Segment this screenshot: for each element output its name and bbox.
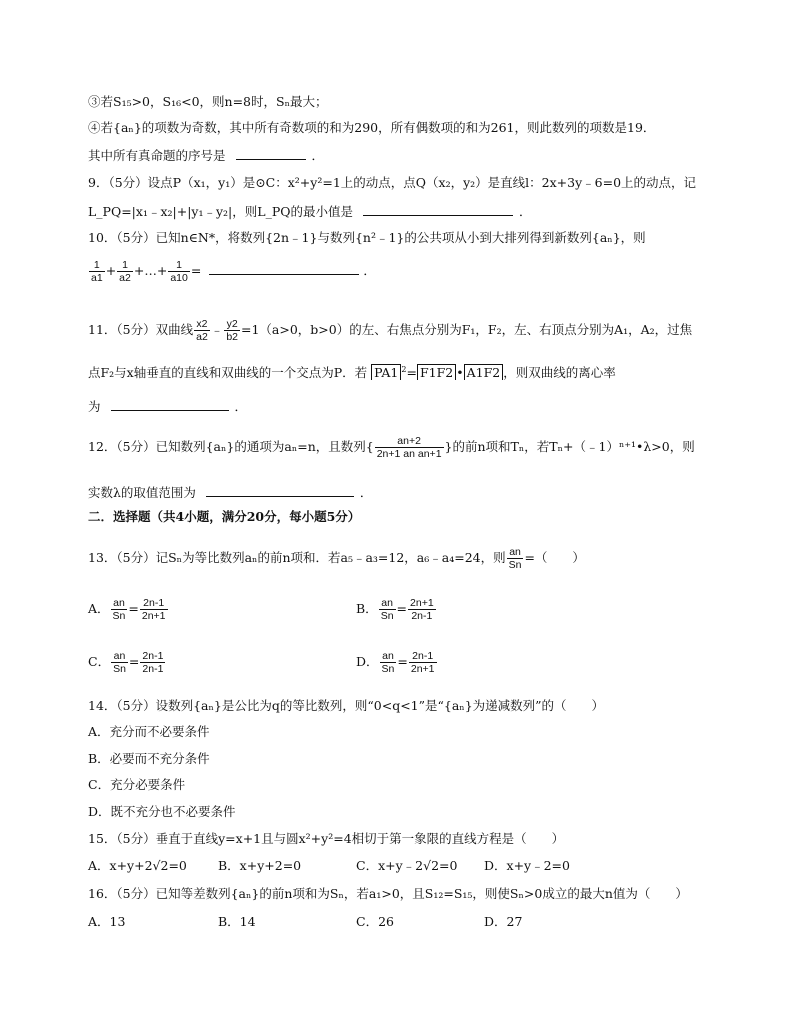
q13-option-c[interactable]: C． $\frac{an}{Sn}$ = $\frac{2n-1}{2n-1}$: [88, 650, 164, 675]
statement-4: ④若{aₙ}的项数为奇数，其中所有奇数项的和为290，所有偶数项的和为261，则此数列的项数是19．: [88, 120, 656, 135]
question-13: 13．（5分）记Sₙ为等比数列aₙ的前n项和．若a₅﹣a₃=12，a₆﹣a₄=24，则 $\frac{an}{Sn}$ =（ ）: [88, 546, 585, 571]
fraction: $\frac{an+2}{\text{2n+1 an an+1}}$: [376, 435, 442, 460]
vector-PA1: PA1: [371, 364, 401, 380]
q15-option-a[interactable]: A．x+y+2√2=0: [88, 858, 187, 873]
question-14: 14．（5分）设数列{aₙ}是公比为q的等比数列，则“0<q<1”是“{aₙ}为递减数列”的（ ）: [88, 698, 605, 713]
section-heading: 二．选择题（共4小题，满分20分，每小题5分）: [88, 509, 361, 524]
answer-blank[interactable]: [363, 203, 513, 216]
fraction: $\frac{1}{a2}$: [119, 259, 131, 284]
question-15: 15．（5分）垂直于直线y=x+1且与圆x²+y²=4相切于第一象限的直线方程是（ ）: [88, 831, 565, 846]
answer-blank[interactable]: [209, 262, 359, 275]
fraction: $\frac{an}{Sn}$: [508, 546, 522, 571]
question-12-line1: 12．（5分）已知数列{aₙ}的通项为aₙ=n，且数列{ $\frac{an+2}{\text{2n+1 an an+1}}$ }的前n项和Tₙ，若Tₙ+（﹣1）ⁿ⁺¹•λ>0，则: [88, 435, 695, 460]
question-12-line2: 实数λ的取值范围为 ．: [88, 485, 373, 500]
answer-blank[interactable]: [206, 484, 354, 497]
vector-F1F2: F1F2: [417, 364, 456, 380]
q16-option-c[interactable]: C．26: [356, 914, 394, 929]
q14-option-a[interactable]: A．充分而不必要条件: [88, 724, 210, 739]
q16-option-b[interactable]: B．14: [218, 914, 256, 929]
q13-option-a[interactable]: A． $\frac{an}{Sn}$ = $\frac{2n-1}{2n+1}$: [88, 597, 166, 622]
question-11-line3: 为 ．: [88, 399, 248, 414]
q15-option-b[interactable]: B．x+y+2=0: [218, 858, 302, 873]
q15-option-c[interactable]: C．x+y﹣2√2=0: [356, 858, 458, 873]
q13-option-d[interactable]: D． $\frac{an}{Sn}$ = $\frac{2n-1}{2n+1}$: [356, 650, 435, 675]
q14-option-c[interactable]: C．充分必要条件: [88, 777, 186, 792]
fraction: $\frac{x2}{a2}$: [196, 318, 208, 343]
fraction: $\frac{1}{a1}$: [91, 259, 103, 284]
q16-option-a[interactable]: A．13: [88, 914, 126, 929]
q14-option-b[interactable]: B．必要而不充分条件: [88, 751, 210, 766]
vector-A1F2: A1F2: [464, 364, 504, 380]
question-9-line2: L_PQ=|x₁﹣x₂|+|y₁﹣y₂|，则L_PQ的最小值是 ．: [88, 204, 532, 219]
question-10-line1: 10．（5分）已知n∈N*，将数列{2n﹣1}与数列{n²﹣1}的公共项从小到大排列得到新数列{aₙ}，则: [88, 230, 646, 245]
question-10-line2: $\frac{1}{a1}$ + $\frac{1}{a2}$ +…+ $\frac{1}{a10}$ = ．: [91, 259, 376, 284]
answer-blank[interactable]: [236, 147, 306, 160]
q13-option-b[interactable]: B． $\frac{an}{Sn}$ = $\frac{2n+1}{2n-1}$: [356, 597, 434, 622]
question-11-line2: 点F₂与x轴垂直的直线和双曲线的一个交点为P．若 PA1 $^2$= F1F2 • A1F2 ，则双曲线的离心率: [88, 365, 616, 381]
question-9-line1: 9．（5分）设点P（x₁，y₁）是⊙C：x²+y²=1上的动点，点Q（x₂，y₂）是直线l：2x+3y﹣6=0上的动点，记: [88, 175, 697, 190]
answer-blank[interactable]: [111, 398, 229, 411]
q8-answer-prompt: 其中所有真命题的序号是 ．: [88, 148, 325, 163]
question-11-line1: 11．（5分）双曲线 $\frac{x2}{a2}$ ﹣ $\frac{y2}{b2}$ =1（a>0，b>0）的左、右焦点分别为F₁，F₂，左、右顶点分别为A₁，A₂，过焦: [88, 318, 693, 343]
q14-option-d[interactable]: D．既不充分也不必要条件: [88, 804, 236, 819]
statement-3: ③若S₁₅>0，S₁₆<0，则n=8时，Sₙ最大；: [88, 94, 328, 109]
q16-option-d[interactable]: D．27: [484, 914, 523, 929]
q15-option-d[interactable]: D．x+y﹣2=0: [484, 858, 570, 873]
fraction: $\frac{1}{a10}$: [170, 259, 188, 284]
question-16: 16．（5分）已知等差数列{aₙ}的前n项和为Sₙ，若a₁>0，且S₁₂=S₁₅，则使Sₙ>0成立的最大n值为（ ）: [88, 886, 688, 901]
fraction: $\frac{y2}{b2}$: [226, 318, 238, 343]
